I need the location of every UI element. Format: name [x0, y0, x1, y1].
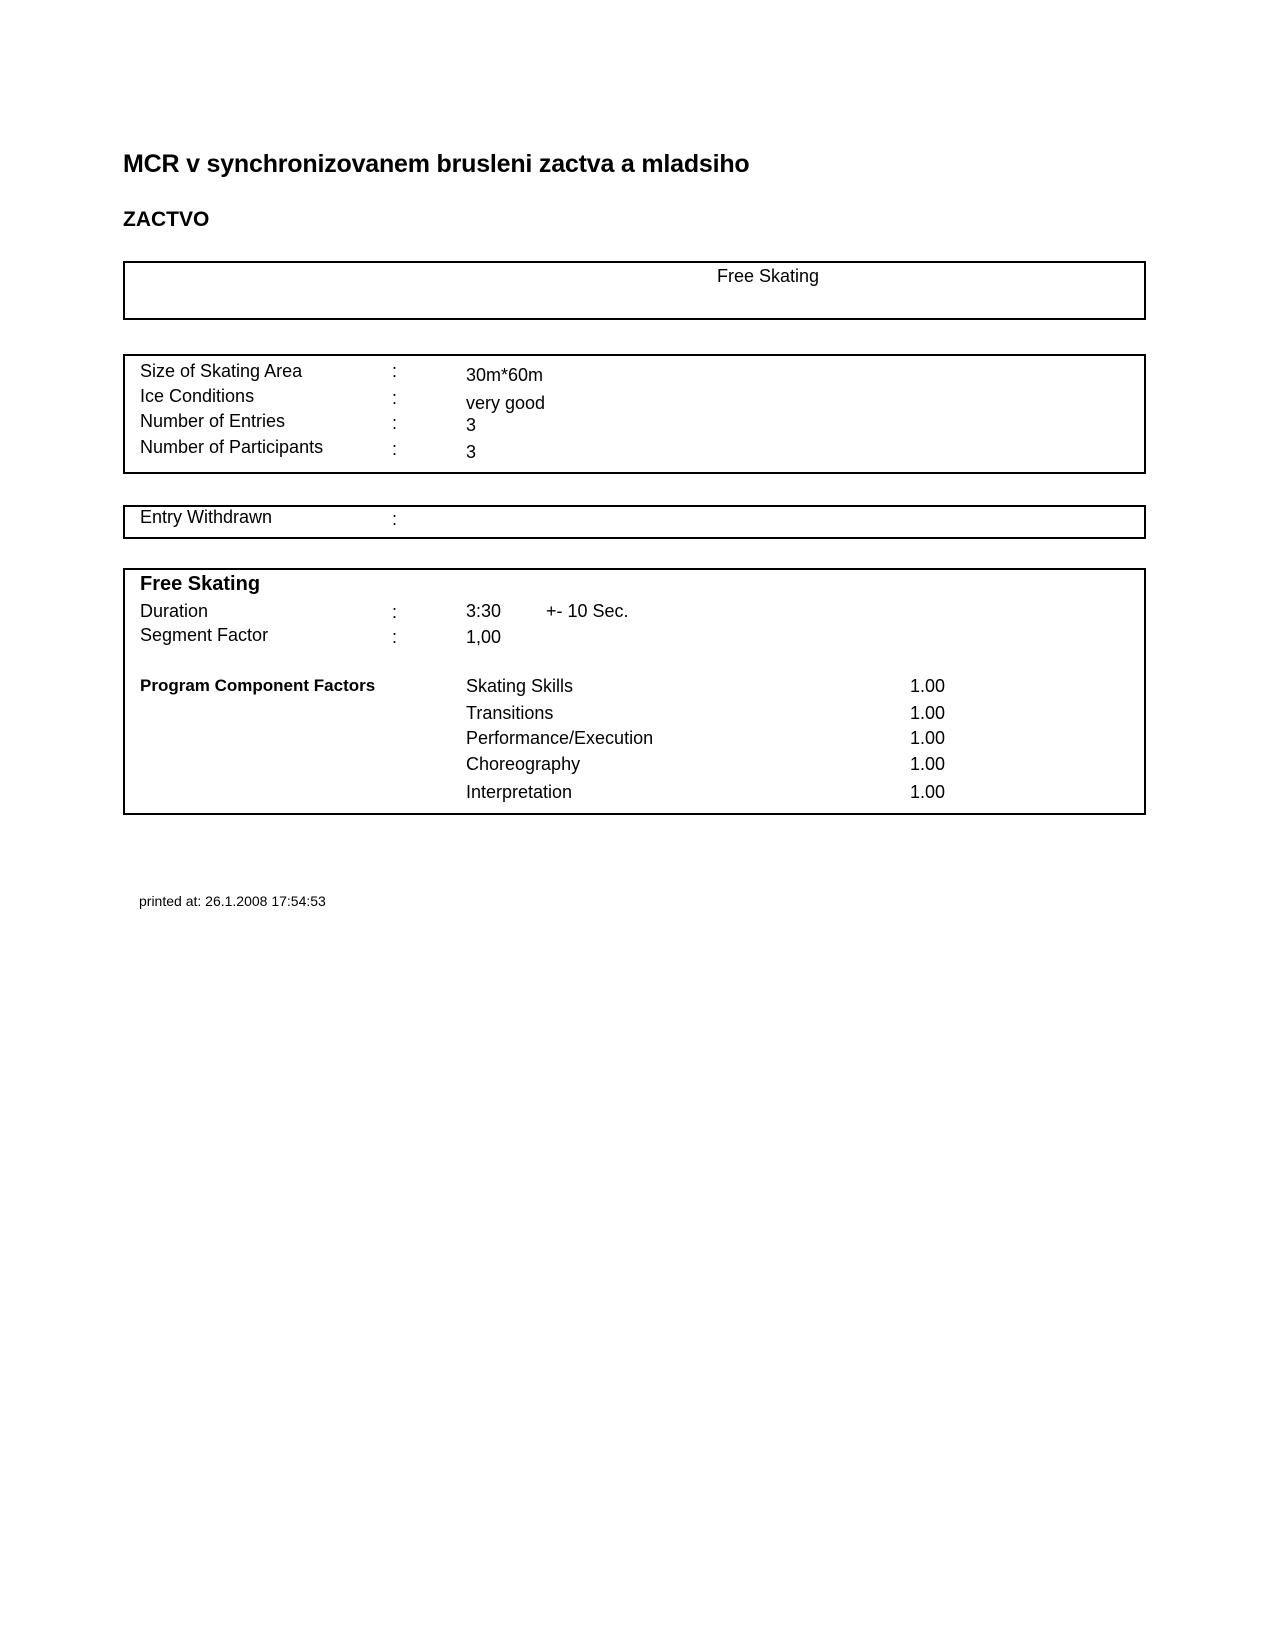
withdrawn-separator: : — [392, 509, 398, 529]
duration-value: 3:30 — [466, 601, 502, 621]
duration-tolerance: +- 10 Sec. — [546, 601, 629, 621]
ice-label: Ice Conditions — [140, 386, 255, 406]
entries-value: 3 — [466, 415, 477, 435]
participants-label: Number of Participants — [140, 437, 324, 457]
component-name: Choreography — [466, 754, 581, 774]
page-title: MCR v synchronizovanem brusleni zactva a mladsiho — [123, 150, 750, 178]
participants-separator: : — [392, 439, 398, 459]
component-factor: 1.00 — [910, 782, 946, 802]
component-name: Skating Skills — [466, 676, 574, 696]
segment-header-box — [123, 261, 1146, 320]
ice-value: very good — [466, 393, 546, 413]
entry-withdrawn-box — [123, 505, 1146, 539]
duration-separator: : — [392, 602, 398, 622]
segment-factor-separator: : — [392, 627, 398, 647]
printed-timestamp: printed at: 26.1.2008 17:54:53 — [139, 893, 326, 909]
segment-factor-label: Segment Factor — [140, 625, 269, 645]
segment-name: Free Skating — [140, 573, 261, 595]
component-name: Transitions — [466, 703, 554, 723]
size-value: 30m*60m — [466, 365, 544, 385]
component-name: Performance/Execution — [466, 728, 654, 748]
size-separator: : — [392, 361, 398, 381]
size-label: Size of Skating Area — [140, 361, 303, 381]
entries-label: Number of Entries — [140, 411, 286, 431]
segment-factor-value: 1,00 — [466, 627, 502, 647]
category-title: ZACTVO — [123, 208, 210, 231]
component-factor: 1.00 — [910, 754, 946, 774]
component-factor: 1.00 — [910, 728, 946, 748]
ice-separator: : — [392, 388, 398, 408]
withdrawn-label: Entry Withdrawn — [140, 507, 273, 527]
participants-value: 3 — [466, 442, 477, 462]
entries-separator: : — [392, 413, 398, 433]
component-name: Interpretation — [466, 782, 573, 802]
duration-label: Duration — [140, 601, 209, 621]
program-component-factors-label: Program Component Factors — [140, 676, 376, 695]
component-factor: 1.00 — [910, 703, 946, 723]
segment-header-label: Free Skating — [717, 266, 820, 286]
component-factor: 1.00 — [910, 676, 946, 696]
